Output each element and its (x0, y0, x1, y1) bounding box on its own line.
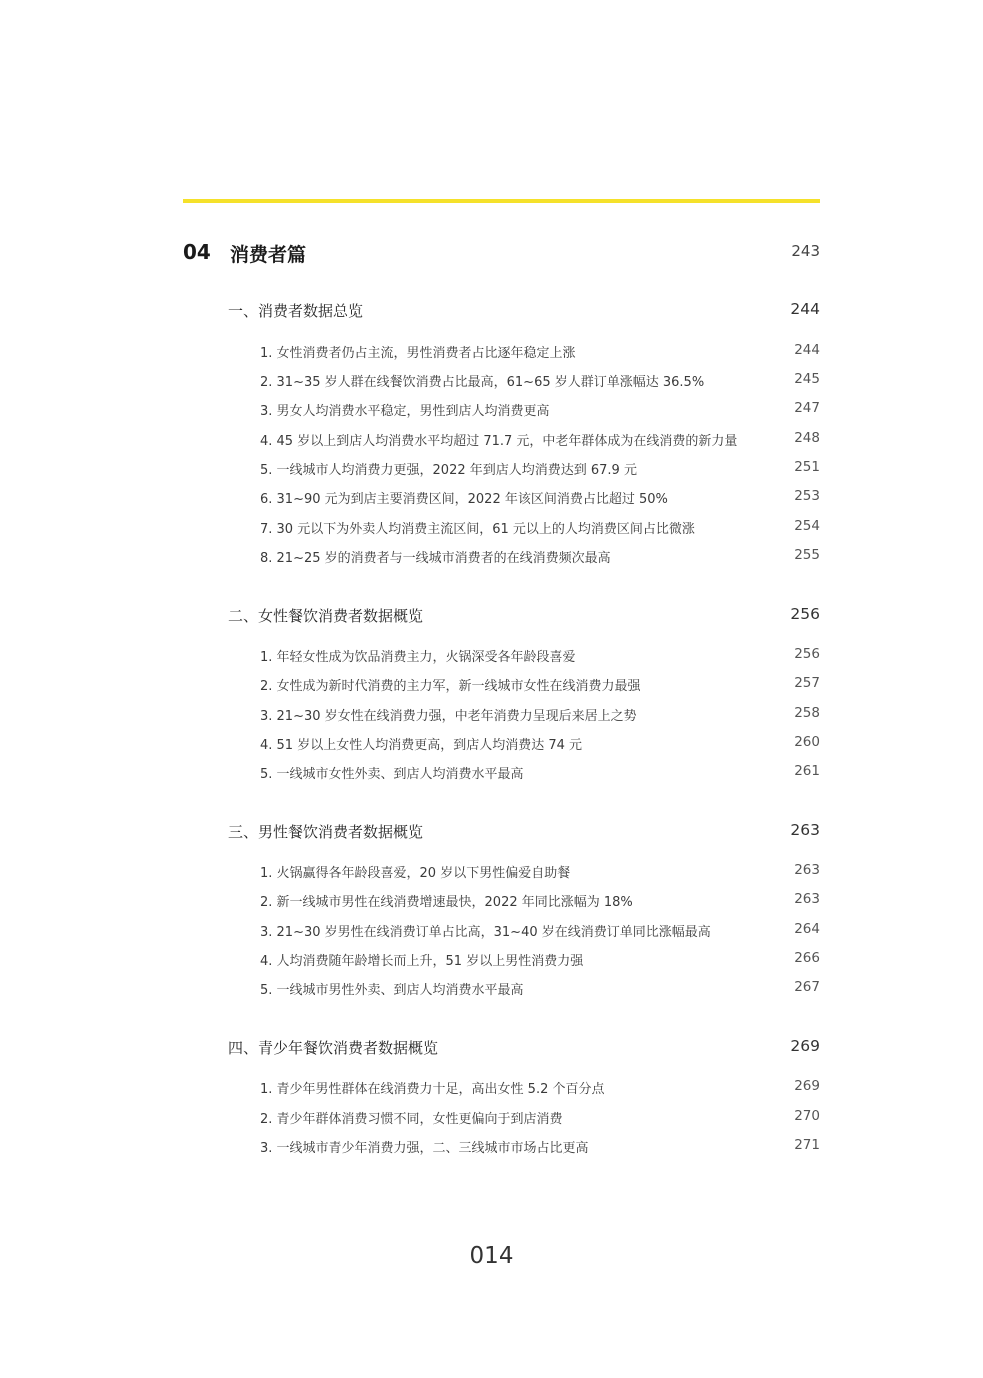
toc-section[interactable] (228, 605, 820, 629)
toc-entry[interactable] (260, 862, 820, 884)
entry-title: 7. 30 元以下为外卖人均消费主流区间，61 元以上的人均消费区间占比微涨 (260, 522, 695, 537)
toc-entry[interactable] (260, 1078, 820, 1100)
entry-page: 267 (794, 979, 820, 995)
entry-page: 244 (794, 342, 820, 358)
entry-title: 2. 女性成为新时代消费的主力军，新一线城市女性在线消费力最强 (260, 679, 641, 694)
entry-page: 263 (794, 862, 820, 878)
entry-page: 263 (794, 891, 820, 907)
toc-entry[interactable] (260, 646, 820, 668)
toc-entry[interactable] (260, 342, 820, 364)
toc-section[interactable] (228, 821, 820, 845)
chapter-heading[interactable] (183, 240, 820, 270)
entry-page: 269 (794, 1078, 820, 1094)
entry-page: 256 (794, 646, 820, 662)
entry-page: 255 (794, 547, 820, 563)
toc-entry[interactable] (260, 430, 820, 452)
entry-page: 261 (794, 763, 820, 779)
chapter-number: 04 (183, 240, 211, 264)
entry-page: 253 (794, 488, 820, 504)
toc-entry[interactable] (260, 979, 820, 1001)
toc-entry[interactable] (260, 705, 820, 727)
section-page: 244 (790, 300, 820, 318)
entry-title: 2. 青少年群体消费习惯不同，女性更偏向于到店消费 (260, 1112, 563, 1127)
entry-title: 3. 21~30 岁女性在线消费力强，中老年消费力呈现后来居上之势 (260, 709, 637, 724)
entry-page: 264 (794, 921, 820, 937)
toc-entry[interactable] (260, 547, 820, 569)
toc-entry[interactable] (260, 1108, 820, 1130)
toc-entry[interactable] (260, 400, 820, 422)
toc-section[interactable] (228, 1037, 820, 1061)
toc-entry[interactable] (260, 488, 820, 510)
entry-page: 245 (794, 371, 820, 387)
entry-title: 1. 女性消费者仍占主流，男性消费者占比逐年稳定上涨 (260, 346, 576, 361)
section-page: 256 (790, 605, 820, 623)
toc-entry[interactable] (260, 763, 820, 785)
entry-title: 5. 一线城市女性外卖、到店人均消费水平最高 (260, 767, 524, 782)
entry-title: 5. 一线城市男性外卖、到店人均消费水平最高 (260, 983, 524, 998)
entry-page: 266 (794, 950, 820, 966)
section-title: 四、青少年餐饮消费者数据概览 (228, 1039, 439, 1057)
chapter-page: 243 (791, 242, 820, 260)
toc-entry[interactable] (260, 950, 820, 972)
entry-title: 1. 火锅赢得各年龄段喜爱，20 岁以下男性偏爱自助餐 (260, 866, 571, 881)
entry-page: 258 (794, 705, 820, 721)
entry-page: 248 (794, 430, 820, 446)
toc-entry[interactable] (260, 891, 820, 913)
entry-title: 3. 男女人均消费水平稳定，男性到店人均消费更高 (260, 404, 550, 419)
entry-title: 3. 21~30 岁男性在线消费订单占比高，31~40 岁在线消费订单同比涨幅最高 (260, 925, 711, 940)
chapter-divider-line (183, 199, 820, 203)
toc-section[interactable] (228, 300, 820, 324)
entry-page: 254 (794, 518, 820, 534)
section-page: 263 (790, 821, 820, 839)
toc-entry[interactable] (260, 371, 820, 393)
entry-page: 271 (794, 1137, 820, 1153)
toc-entry[interactable] (260, 459, 820, 481)
entry-page: 260 (794, 734, 820, 750)
toc-entry[interactable] (260, 518, 820, 540)
entry-title: 4. 51 岁以上女性人均消费更高，到店人均消费达 74 元 (260, 738, 583, 753)
page-number: 014 (469, 1243, 514, 1269)
entry-page: 247 (794, 400, 820, 416)
section-page: 269 (790, 1037, 820, 1055)
entry-title: 4. 人均消费随年龄增长而上升，51 岁以上男性消费力强 (260, 954, 584, 969)
entry-page: 270 (794, 1108, 820, 1124)
toc-entry[interactable] (260, 1137, 820, 1159)
entry-title: 3. 一线城市青少年消费力强，二、三线城市市场占比更高 (260, 1141, 589, 1156)
entry-title: 4. 45 岁以上到店人均消费水平均超过 71.7 元，中老年群体成为在线消费的新力量 (260, 434, 738, 449)
entry-page: 251 (794, 459, 820, 475)
entry-title: 1. 年轻女性成为饮品消费主力，火锅深受各年龄段喜爱 (260, 650, 576, 665)
entry-title: 2. 新一线城市男性在线消费增速最快，2022 年同比涨幅为 18% (260, 895, 633, 910)
entry-title: 1. 青少年男性群体在线消费力十足，高出女性 5.2 个百分点 (260, 1082, 605, 1097)
toc-entry[interactable] (260, 921, 820, 943)
section-title: 二、女性餐饮消费者数据概览 (228, 607, 424, 625)
entry-title: 5. 一线城市人均消费力更强，2022 年到店人均消费达到 67.9 元 (260, 463, 637, 478)
chapter-title: 消费者篇 (230, 244, 307, 266)
entry-title: 8. 21~25 岁的消费者与一线城市消费者的在线消费频次最高 (260, 551, 611, 566)
section-title: 三、男性餐饮消费者数据概览 (228, 823, 424, 841)
toc-entry[interactable] (260, 675, 820, 697)
entry-title: 2. 31~35 岁人群在线餐饮消费占比最高，61~65 岁人群订单涨幅达 36.5% (260, 375, 705, 390)
entry-title: 6. 31~90 元为到店主要消费区间，2022 年该区间消费占比超过 50% (260, 492, 668, 507)
toc-entry[interactable] (260, 734, 820, 756)
section-title: 一、消费者数据总览 (228, 302, 364, 320)
entry-page: 257 (794, 675, 820, 691)
